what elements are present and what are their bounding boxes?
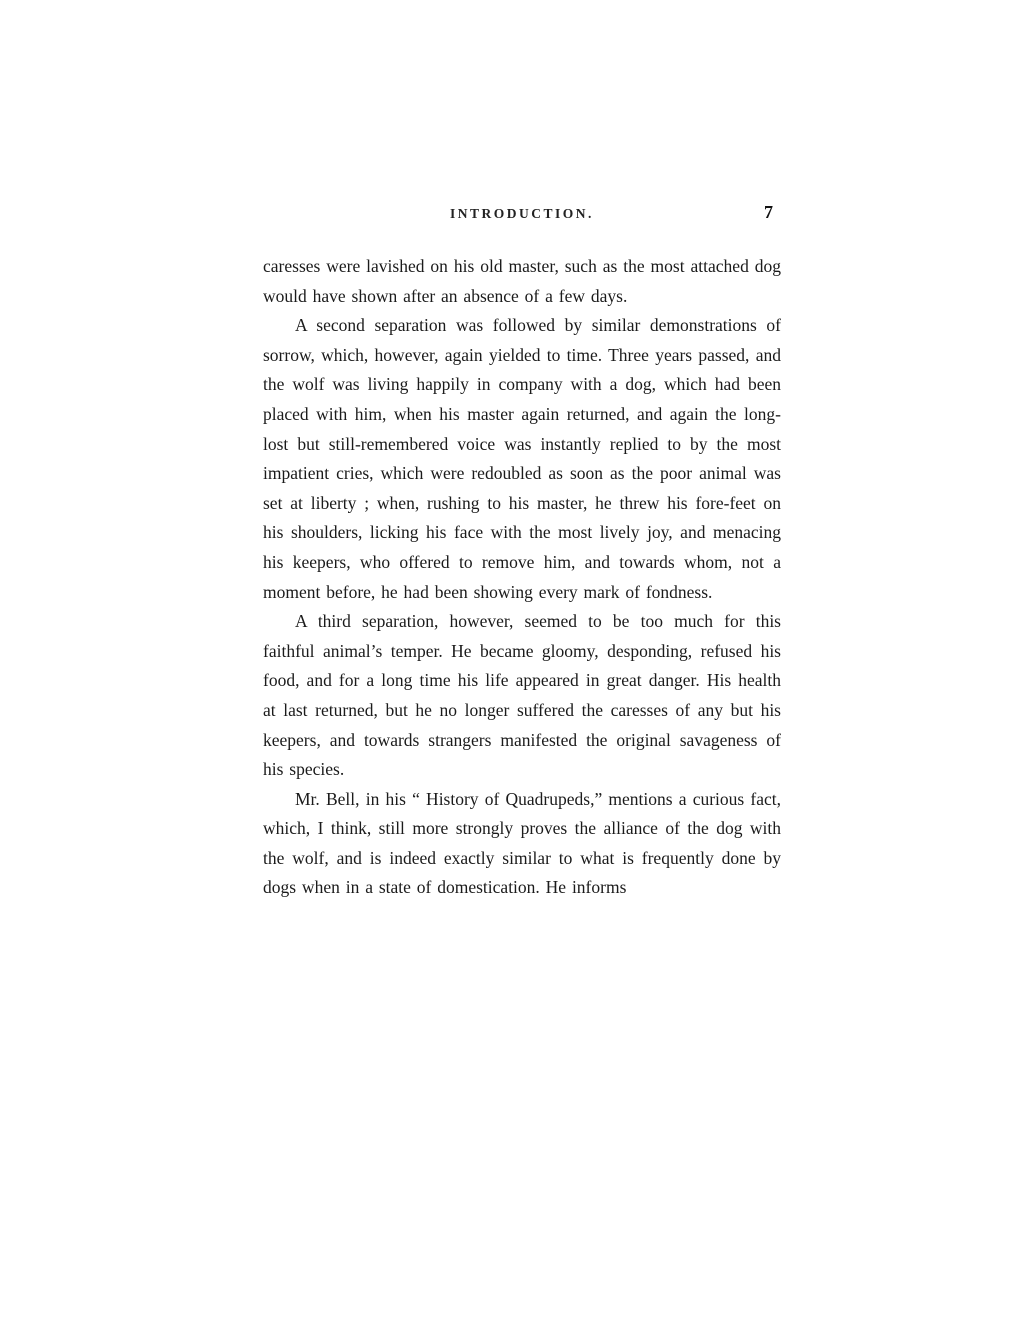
paragraph-continuation: caresses were lavished on his old master, such as the most attached dog would have shown after an absence of a few days.: [263, 256, 781, 306]
page-header: [263, 202, 781, 232]
page-body: [263, 252, 781, 903]
paragraph: A third separation, however, seemed to be too much for this faithful animal’s temper. He became gloomy, desponding, refused his food, and for a long time his life appeared in great danger. His health at last returned, but he no longer suffered the caresses of any but his keepers, and towards strangers manifested the original savageness of his species.: [263, 611, 781, 780]
paragraph: A second separation was followed by similar demonstrations of sorrow, which, however, again yielded to time. Three years passed, and the wolf was living happily in company with a dog, which had been placed with him, when his master again returned, and again the long-lost but still-remembered voice was instantly replied to by the most impatient cries, which were redoubled as soon as the poor animal was set at liberty ; when, rushing to his master, he threw his fore-feet on his shoulders, licking his face with the most lively joy, and menacing his keepers, who offered to remove him, and towards whom, not a moment before, he had been showing every mark of fondness.: [263, 315, 781, 602]
text-block: [263, 202, 781, 903]
page-number: 7: [764, 202, 773, 222]
running-title: INTRODUCTION.: [450, 206, 594, 221]
paragraph: Mr. Bell, in his “ History of Quadrupeds,” mentions a curious fact, which, I think, still more strongly proves the alliance of the dog with the wolf, and is indeed exactly similar to what is frequently done by dogs when in a state of domestication. He informs: [263, 788, 781, 898]
